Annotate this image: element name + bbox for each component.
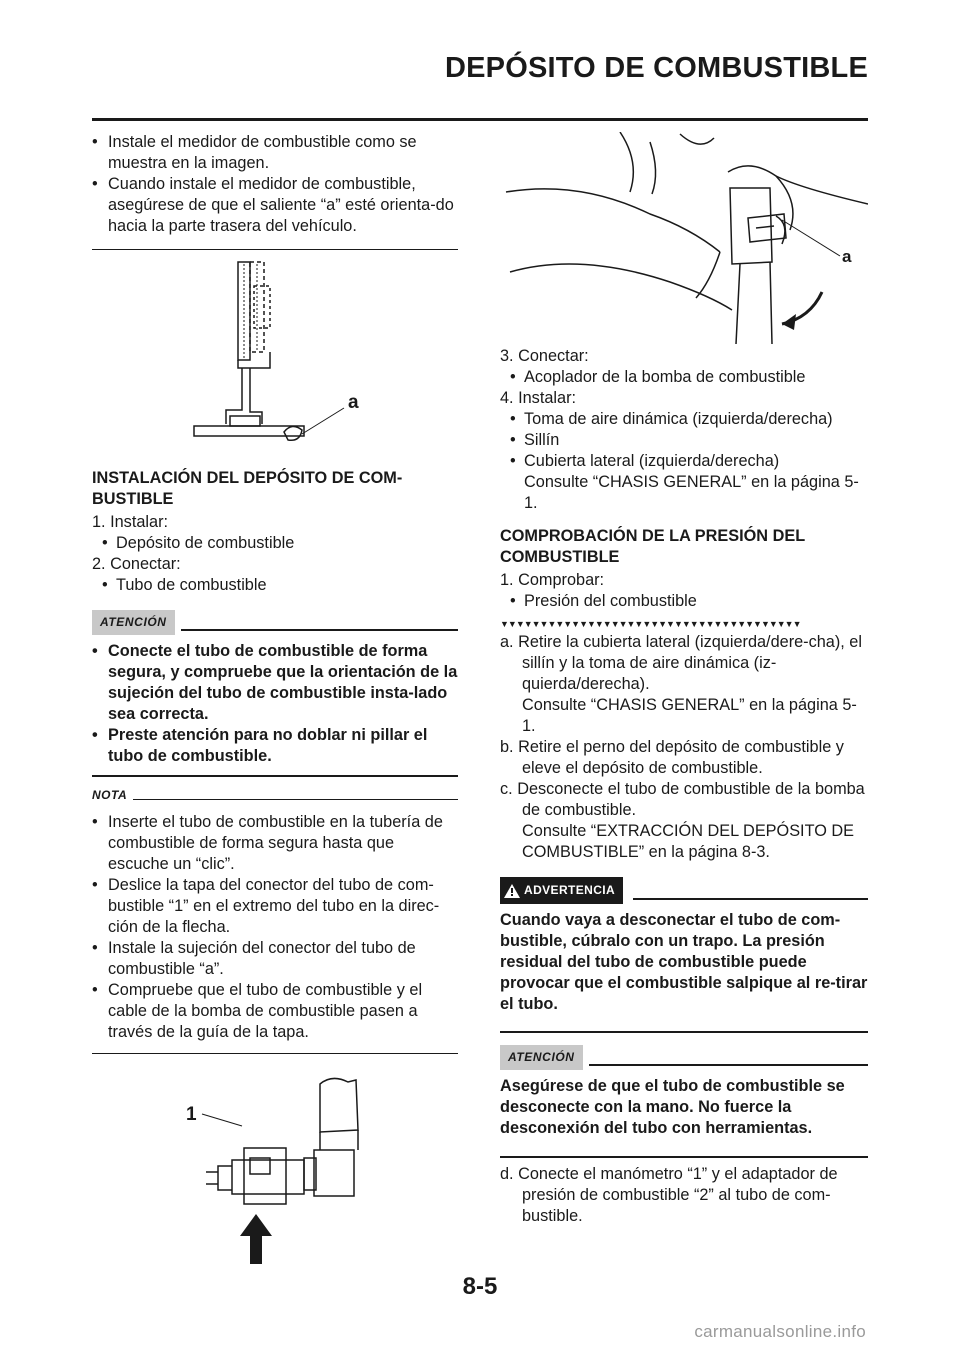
caution-bullet: • Conecte el tubo de combustible de forma segura, y compruebe que la orientación de la sujeción del tubo de combustible insta-lado sea correcta. (92, 641, 458, 725)
section-heading-pressure-check: COMPROBACIÓN DE LA PRESIÓN DEL COMBUSTIBLE (500, 527, 805, 566)
warning-badge (500, 877, 623, 904)
right-column (500, 132, 868, 1227)
fig1-label-a: a (348, 392, 359, 413)
note-bullet: • Instale la sujeción del conector del tubo de combustible “a”. (92, 938, 458, 980)
caution-bullet: • Preste atención para no doblar ni pillar el tubo de combustible. (92, 725, 458, 767)
note-header (92, 785, 458, 806)
title-rule (92, 118, 868, 121)
step-2-item: • Tubo de combustible (92, 575, 458, 596)
page-title: DEPÓSITO DE COMBUSTIBLE (445, 52, 868, 84)
divider (500, 1156, 868, 1158)
warning-label: ADVERTENCIA (524, 883, 616, 897)
sub-step-b: b. Retire el perno del depósito de combustible y eleve el depósito de combustible. (500, 738, 844, 777)
sub-step-a: a. Retire la cubierta lateral (izquierda/dere-cha), el sillín y la toma de aire dinámica (iz-quierda/derecha). (500, 633, 862, 693)
step-3-item: • Acoplador de la bomba de combustible (500, 367, 868, 388)
sub-step-a-reference: Consulte “CHASIS GENERAL” en la página 5-1. (522, 696, 857, 735)
sub-step-c-reference: Consulte “EXTRACCIÓN DEL DEPÓSITO DE COMBUSTIBLE” en la página 8-3. (522, 822, 855, 861)
direction-arrow-icon (240, 1214, 272, 1264)
step-4-item: • Sillín (500, 430, 868, 451)
intro-bullet: • Cuando instale el medidor de combustible, asegúrese de que el saliente “a” esté orienta-do hacia la parte trasera del vehículo. (92, 174, 458, 237)
warning-header (500, 877, 868, 904)
note-label: NOTA (92, 788, 128, 802)
left-column (92, 132, 458, 1264)
fig2-label-1: 1 (186, 1104, 197, 1125)
fuel-hose-connector-figure (92, 1054, 458, 1264)
step-4-reference: Consulte “CHASIS GENERAL” en la página 5-1. (524, 473, 859, 512)
intro-bullet: • Instale el medidor de combustible como se muestra en la imagen. (92, 132, 458, 174)
sub-step-d: d. Conecte el manómetro “1” y el adaptador de presión de combustible “2” al tubo de com-bustible. (500, 1164, 838, 1225)
warning-triangle-icon (504, 884, 520, 898)
caution-badge-right: ATENCIÓN (500, 1045, 583, 1070)
step-1: 1. Instalar: (92, 513, 169, 531)
step-1-item: • Depósito de combustible (92, 533, 458, 554)
caution-header (92, 610, 458, 635)
step-4-item: • Cubierta lateral (izquierda/derecha) (500, 451, 868, 472)
page-number: 8-5 (462, 1273, 498, 1300)
procedure-start-arrows: ▼▼▼▼▼▼▼▼▼▼▼▼▼▼▼▼▼▼▼▼▼▼▼▼▼▼▼▼▼▼▼▼▼▼▼▼▼▼ (500, 619, 801, 629)
step-3: 3. Conectar: (500, 347, 589, 365)
fig3-label-a: a (842, 247, 852, 266)
caution-text-right: Asegúrese de que el tubo de combustible se desconecte con la mano. No fuerce la desconexión del tubo con herramientas. (500, 1077, 845, 1138)
step-2: 2. Conectar: (92, 555, 181, 573)
sub-step-c: c. Desconecte el tubo de combustible de la bomba de combustible. (500, 780, 865, 819)
note-bullet: • Inserte el tubo de combustible en la tubería de combustible de forma segura hasta que escuche un “clic”. (92, 812, 458, 875)
step-4-item: • Toma de aire dinámica (izquierda/derecha) (500, 409, 868, 430)
check-step-item: • Presión del combustible (500, 591, 868, 612)
section-heading-installation: INSTALACIÓN DEL DEPÓSITO DE COM-BUSTIBLE (92, 469, 403, 508)
note-bullet: • Deslice la tapa del conector del tubo de com-bustible “1” en el extremo del tubo en la direc-ción de la flecha. (92, 875, 458, 938)
watermark: carmanualsonline.info (694, 1322, 866, 1341)
note-bullet: • Compruebe que el tubo de combustible y el cable de la bomba de combustible pasen a través de la guía de la tapa. (92, 980, 458, 1043)
fuel-pump-coupler-figure (500, 132, 868, 344)
fuel-gauge-figure (92, 250, 458, 462)
check-step-1: 1. Comprobar: (500, 571, 605, 589)
caution-badge: ATENCIÓN (92, 610, 175, 635)
warning-text: Cuando vaya a desconectar el tubo de com-bustible, cúbralo con un trapo. La presión residual del tubo de combustible puede provocar que el combustible salpique al re-tirar el tubo. (500, 911, 868, 1013)
divider (500, 1031, 868, 1033)
divider (92, 775, 458, 777)
step-4: 4. Instalar: (500, 389, 577, 407)
caution-header-right (500, 1045, 868, 1070)
